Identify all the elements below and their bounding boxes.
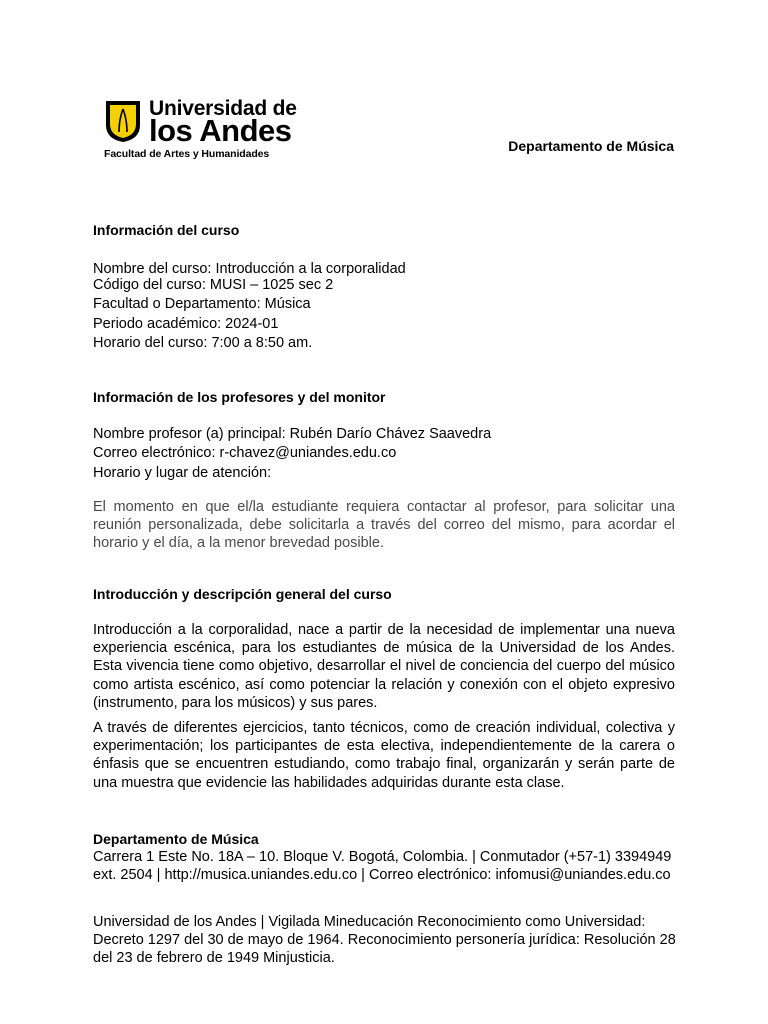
professor-email: Correo electrónico: r-chavez@uniandes.edu.co xyxy=(93,445,397,461)
footer-address: Carrera 1 Este No. 18A – 10. Bloque V. Bogotá, Colombia. | Conmutador (+57-1) 3394949 ext. 2504 | http://musica.uniandes.edu.co | Correo electrónico: infomusi@uniandes.edu.co xyxy=(93,849,672,883)
logo-line-3: Facultad de Artes y Humanidades xyxy=(104,148,270,160)
professor-info-heading: Información de los profesores y del monitor xyxy=(93,389,386,405)
footer-legal: Universidad de los Andes | Vigilada Mineducación Reconocimiento como Universidad: Decreto 1297 del 30 de mayo de 1964. Reconocimiento personería jurídica: Resolución 28 del 23 de febrero de 1949 Minjusticia. xyxy=(93,914,676,966)
contact-note: El momento en que el/la estudiante requiera contactar al profesor, para solicitar una reunión personalizada, debe solicitarla a través del correo del mismo, para acordar el horario y el día, a la menor brevedad posible. xyxy=(93,499,675,552)
course-schedule: Horario del curso: 7:00 a 8:50 am. xyxy=(93,335,313,351)
footer-title: Departamento de Música xyxy=(93,831,259,847)
course-faculty: Facultad o Departamento: Música xyxy=(93,296,311,312)
professor-name: Nombre profesor (a) principal: Rubén Darío Chávez Saavedra xyxy=(93,426,492,442)
office-hours-label: Horario y lugar de atención: xyxy=(93,465,272,481)
logo-line-1: Universidad de xyxy=(149,97,297,120)
course-name: Nombre del curso: Introducción a la corporalidad xyxy=(93,261,406,277)
course-info-heading: Información del curso xyxy=(93,222,240,238)
course-code: Código del curso: MUSI – 1025 sec 2 xyxy=(93,277,334,293)
course-period: Periodo académico: 2024-01 xyxy=(93,316,279,332)
introduction-paragraph-1: Introducción a la corporalidad, nace a partir de la necesidad de implementar una nueva experiencia escénica, para los estudiantes de música de la Universidad de los Andes. Esta vivencia tiene como objetivo, desarrollar el nivel de conciencia del cuerpo del músico como artista escénico, así como potenciar la relación y conexión con el objeto expresivo (instrumento, para los músicos) y sus pares. xyxy=(93,622,675,711)
introduction-heading: Introducción y descripción general del curso xyxy=(93,586,392,602)
logo-emblem-icon xyxy=(104,99,142,143)
university-logo xyxy=(104,97,297,161)
logo-line-2: los Andes xyxy=(149,113,292,148)
footer-contact xyxy=(93,830,693,884)
department-header: Departamento de Música xyxy=(508,138,674,154)
introduction-paragraph-2: A través de diferentes ejercicios, tanto técnicos, como de creación individual, colectiva y experimentación; los participantes de esta electiva, independientemente de la carera o énfasis que se encuentren estudiando, como trabajo final, organizarán y serán parte de una muestra que evidencie las habilidades adquiridas durante esta clase. xyxy=(93,720,675,791)
